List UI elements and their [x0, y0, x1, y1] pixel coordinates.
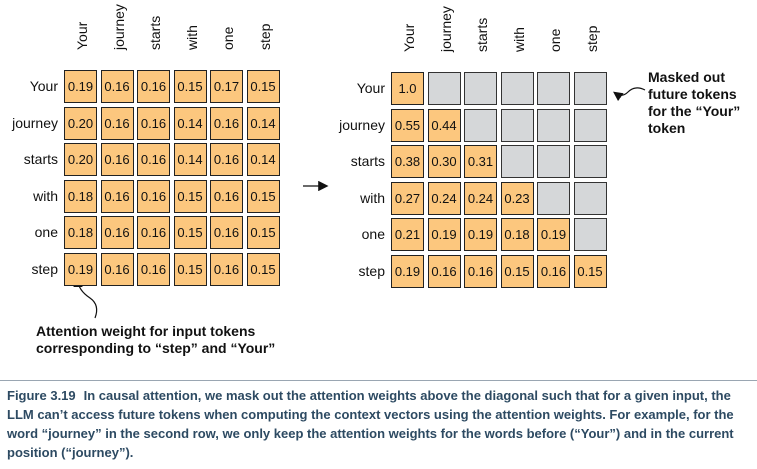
left-column-label-text: one [220, 26, 236, 50]
right-weight-cell: 0.24 [464, 182, 497, 215]
right-weight-cell: 0.55 [391, 109, 424, 142]
right-column-label-text: starts [474, 17, 490, 52]
right-weight-cell: 0.24 [428, 182, 461, 215]
left-column-label-text: Your [74, 21, 90, 50]
figure-caption [0, 380, 757, 469]
left-weight-cell: 0.15 [174, 180, 207, 213]
right-masked-cell [574, 145, 607, 178]
right-weight-cell: 0.16 [464, 255, 497, 288]
caption-divider [0, 380, 757, 381]
right-weight-cell: 0.16 [537, 255, 570, 288]
left-column-label-text: starts [147, 15, 163, 50]
left-row-label: step [31, 260, 58, 277]
attention-note-line: Attention weight for input tokens [36, 323, 256, 339]
left-weight-cell: 0.16 [101, 107, 134, 140]
right-weight-cell: 0.19 [464, 218, 497, 251]
right-weight-cell: 0.19 [391, 255, 424, 288]
left-weight-cell: 0.16 [101, 180, 134, 213]
right-column-label-text: journey [437, 6, 454, 52]
left-column-label [174, 6, 210, 66]
right-masked-cell [537, 72, 570, 105]
right-masked-cell [537, 182, 570, 215]
left-weight-cell: 0.16 [210, 107, 243, 140]
masked-note-line: for the “Your” [648, 103, 741, 119]
left-weight-cell: 0.20 [64, 143, 97, 176]
figure-number: Figure 3.19 [7, 388, 76, 403]
caption-text: In causal attention, we mask out the attention weights above the diagonal such that for a given input, the LLM can’t access future tokens when computing the context vectors using the attention weights. For example, for the word “journey” in the second row, we only keep the attention weights for the words before (“Your”) and in the current position (“journey”). [7, 388, 734, 460]
left-weight-cell: 0.15 [247, 253, 280, 286]
right-column-label [391, 8, 427, 68]
right-weight-cell: 0.27 [391, 182, 424, 215]
left-weight-cell: 0.14 [174, 143, 207, 176]
masked-note-line: future tokens [648, 86, 737, 102]
right-column-label [464, 8, 500, 68]
left-weight-cell: 0.18 [64, 180, 97, 213]
left-weight-cell: 0.15 [247, 216, 280, 249]
left-weight-cell: 0.19 [64, 253, 97, 286]
left-column-label [247, 6, 283, 66]
left-weight-cell: 0.16 [101, 70, 134, 103]
right-weight-cell: 0.15 [501, 255, 534, 288]
left-weight-cell: 0.17 [210, 70, 243, 103]
left-weight-cell: 0.16 [210, 216, 243, 249]
right-masked-cell [574, 72, 607, 105]
right-row-label: one [361, 226, 385, 242]
right-weight-cell: 0.31 [464, 145, 497, 178]
right-column-label-text: step [583, 25, 600, 52]
left-weight-cell: 0.16 [101, 216, 134, 249]
right-weight-cell: 0.19 [428, 218, 461, 251]
right-column-label [501, 8, 537, 68]
right-masked-cell [428, 72, 461, 105]
left-row-label: journey [12, 114, 58, 131]
right-masked-cell [537, 145, 570, 178]
left-column-label [137, 6, 173, 66]
left-weight-cell: 0.15 [174, 253, 207, 286]
right-weight-cell: 0.18 [501, 218, 534, 251]
right-masked-cell [501, 145, 534, 178]
left-weight-cell: 0.16 [137, 180, 170, 213]
masked-note [648, 69, 740, 137]
left-row-label: starts [23, 151, 58, 167]
left-weight-cell: 0.16 [137, 216, 170, 249]
right-weight-cell: 1.0 [391, 72, 424, 105]
right-column-label [574, 8, 610, 68]
left-weight-cell: 0.20 [64, 107, 97, 140]
left-row-label: with [33, 187, 58, 204]
right-column-label-text: one [547, 28, 563, 52]
right-weight-cell: 0.38 [391, 145, 424, 178]
left-row-label: one [34, 224, 58, 240]
right-masked-cell [464, 72, 497, 105]
left-weight-cell: 0.15 [247, 70, 280, 103]
left-weight-cell: 0.14 [247, 107, 280, 140]
left-weight-cell: 0.18 [64, 216, 97, 249]
right-weight-cell: 0.19 [537, 218, 570, 251]
left-weight-cell: 0.16 [210, 180, 243, 213]
left-column-label-text: step [256, 23, 273, 50]
right-masked-cell [574, 218, 607, 251]
right-column-label [428, 8, 464, 68]
left-weight-cell: 0.19 [64, 70, 97, 103]
left-weight-cell: 0.16 [137, 143, 170, 176]
masked-note-line: Masked out [648, 69, 726, 85]
right-column-label-text: with [510, 27, 527, 52]
right-masked-cell [501, 109, 534, 142]
left-weight-cell: 0.14 [247, 143, 280, 176]
right-weight-cell: 0.16 [428, 255, 461, 288]
left-column-label-text: with [183, 25, 200, 50]
left-weight-cell: 0.16 [137, 253, 170, 286]
right-weight-cell: 0.15 [574, 255, 607, 288]
right-row-label: Your [356, 80, 385, 96]
right-row-label: step [358, 262, 385, 279]
masked-note-line: token [648, 120, 686, 136]
left-row-label: Your [29, 78, 58, 94]
left-weight-cell: 0.16 [101, 253, 134, 286]
right-row-label: starts [350, 153, 385, 169]
right-masked-cell [501, 72, 534, 105]
right-row-label: with [360, 189, 385, 206]
left-column-label [64, 6, 100, 66]
left-weight-cell: 0.16 [137, 70, 170, 103]
right-masked-cell [464, 109, 497, 142]
left-weight-cell: 0.16 [101, 143, 134, 176]
left-weight-cell: 0.14 [174, 107, 207, 140]
left-weight-cell: 0.16 [137, 107, 170, 140]
attention-note-pointer [78, 280, 97, 318]
left-weight-cell: 0.15 [174, 216, 207, 249]
right-weight-cell: 0.23 [501, 182, 534, 215]
left-weight-cell: 0.15 [247, 180, 280, 213]
right-weight-cell: 0.44 [428, 109, 461, 142]
right-masked-cell [537, 109, 570, 142]
left-weight-cell: 0.15 [174, 70, 207, 103]
right-row-label: journey [339, 116, 385, 133]
right-column-label [537, 8, 573, 68]
right-masked-cell [574, 182, 607, 215]
masked-note-pointer [615, 88, 645, 95]
caption-body [7, 386, 752, 462]
left-column-label [210, 6, 246, 66]
attention-note [36, 323, 275, 357]
right-weight-cell: 0.21 [391, 218, 424, 251]
right-column-label-text: Your [401, 23, 417, 52]
right-weight-cell: 0.30 [428, 145, 461, 178]
right-masked-cell [574, 109, 607, 142]
left-column-label [101, 6, 137, 66]
attention-note-line: corresponding to “step” and “Your” [36, 340, 276, 356]
left-weight-cell: 0.16 [210, 143, 243, 176]
left-column-label-text: journey [110, 4, 127, 50]
left-weight-cell: 0.16 [210, 253, 243, 286]
